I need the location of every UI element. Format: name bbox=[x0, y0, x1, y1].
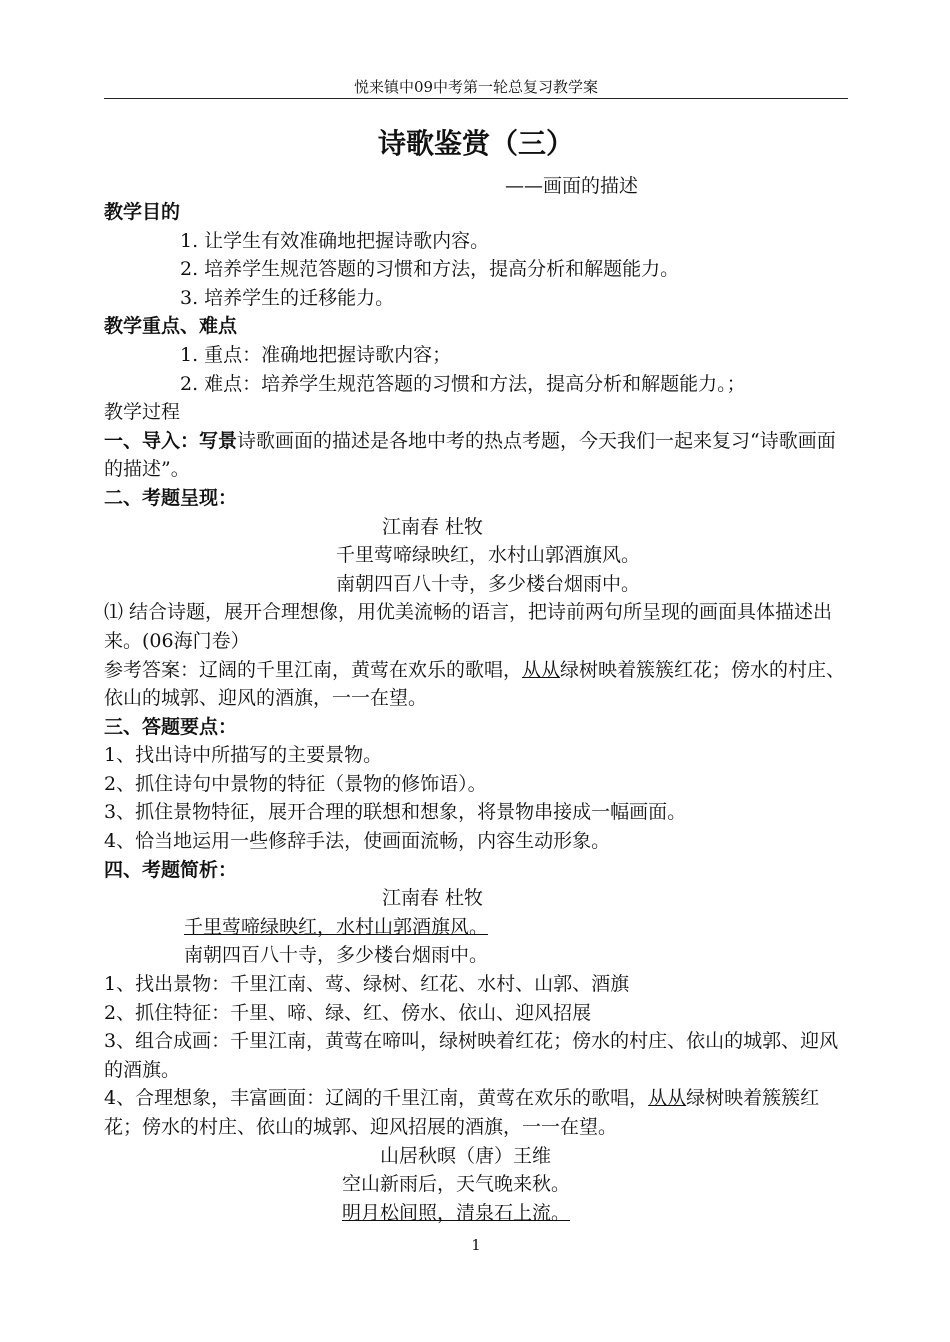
document-title: 诗歌鉴赏（三） bbox=[377, 127, 574, 160]
document-subtitle: ——画面的描述 bbox=[505, 175, 639, 197]
key-point-item: 4、恰当地运用一些修辞手法，使画面流畅，内容生动形象。 bbox=[104, 830, 611, 853]
intro-heading: 一、导入： bbox=[104, 429, 200, 452]
analysis-text: 绿树映着簇簇红花；傍水的村庄、依山的城郭、迎风招展的酒旗，一一在望。 bbox=[104, 1087, 820, 1138]
poem-line bbox=[104, 913, 850, 942]
intro-text: 诗歌画面的描述是各地中考的热点考题，今天我们一起来复习“诗歌画面的描述”。 bbox=[104, 429, 836, 481]
key-point-item: 2、抓住诗句中景物的特征（景物的修饰语）。 bbox=[104, 772, 487, 795]
objectives-heading: 教学目的 bbox=[104, 201, 181, 223]
poem-line: 南朝四百八十寺，多少楼台烟雨中。 bbox=[184, 944, 489, 967]
poem-title: 江南春 杜牧 bbox=[382, 515, 484, 538]
section3-heading: 三、答题要点： bbox=[104, 715, 238, 738]
poem-line-underlined: 明月松间照，清泉石上流。 bbox=[342, 1201, 571, 1224]
section4-heading: 四、考题简析： bbox=[104, 858, 238, 881]
poem-line: 千里莺啼绿映红，水村山郭酒旗风。 bbox=[336, 544, 641, 567]
objective-item: 3. 培养学生的迁移能力。 bbox=[180, 286, 395, 309]
analysis-item: 2、抓住特征：千里、啼、绿、红、傍水、依山、迎风招展 bbox=[104, 1001, 592, 1024]
intro-bold-word: 写景 bbox=[199, 429, 238, 452]
poem-line: 空山新雨后，天气晚来秋。 bbox=[342, 1173, 571, 1196]
analysis-text: 4、合理想象，丰富画面：辽阔的千里江南，黄莺在欢乐的歌唱， bbox=[104, 1087, 649, 1110]
poem-title: 江南春 杜牧 bbox=[382, 887, 484, 910]
objective-item: 1. 让学生有效准确地把握诗歌内容。 bbox=[180, 229, 490, 252]
section2-heading: 二、考题呈现： bbox=[104, 486, 238, 509]
intro-paragraph bbox=[104, 427, 850, 484]
analysis-item bbox=[104, 1084, 850, 1141]
analysis-underlined: 从从 bbox=[648, 1087, 687, 1110]
question-text: ⑴ 结合诗题，展开合理想像，用优美流畅的语言，把诗前两句所呈现的画面具体描述出来。(06海门卷） bbox=[104, 601, 833, 652]
keypoint-item: 2. 难点：培养学生规范答题的习惯和方法，提高分析和解题能力。； bbox=[180, 372, 746, 395]
poem-title: 山居秋暝（唐）王维 bbox=[380, 1144, 552, 1167]
objective-item: 2. 培养学生规范答题的习惯和方法，提高分析和解题能力。 bbox=[180, 258, 680, 281]
keypoints-heading: 教学重点、难点 bbox=[104, 315, 238, 338]
analysis-item: 3、组合成画：千里江南，黄莺在啼叫，绿树映着红花；傍水的村庄、依山的城郭、迎风的酒旗。 bbox=[104, 1030, 839, 1081]
poem-line: 南朝四百八十寺，多少楼台烟雨中。 bbox=[336, 572, 641, 595]
analysis-item: 1、找出景物：千里江南、莺、绿树、红花、水村、山郭、酒旗 bbox=[104, 973, 630, 996]
poem-line bbox=[104, 1199, 850, 1228]
page-number: 1 bbox=[471, 1236, 481, 1254]
answer-text: 绿树映着簇簇红花；傍水的村庄、依山的城郭、迎风的酒旗，一一在望。 bbox=[104, 658, 846, 710]
document-body bbox=[104, 198, 850, 1227]
answer-text: 参考答案：辽阔的千里江南，黄莺在欢乐的歌唱， bbox=[104, 658, 523, 681]
key-point-item: 3、抓住景物特征，展开合理的联想和想象，将景物串接成一幅画面。 bbox=[104, 801, 687, 824]
reference-answer bbox=[104, 656, 850, 713]
poem-line-underlined: 千里莺啼绿映红，水村山郭酒旗风。 bbox=[184, 915, 489, 938]
process-label: 教学过程 bbox=[104, 401, 181, 424]
keypoint-item: 1. 重点：准确地把握诗歌内容； bbox=[180, 343, 452, 366]
key-point-item: 1、找出诗中所描写的主要景物。 bbox=[104, 744, 383, 767]
page-header: 悦来镇中09中考第一轮总复习教学案 bbox=[353, 78, 599, 96]
header-rule bbox=[104, 98, 848, 99]
answer-underlined: 从从 bbox=[522, 658, 561, 681]
